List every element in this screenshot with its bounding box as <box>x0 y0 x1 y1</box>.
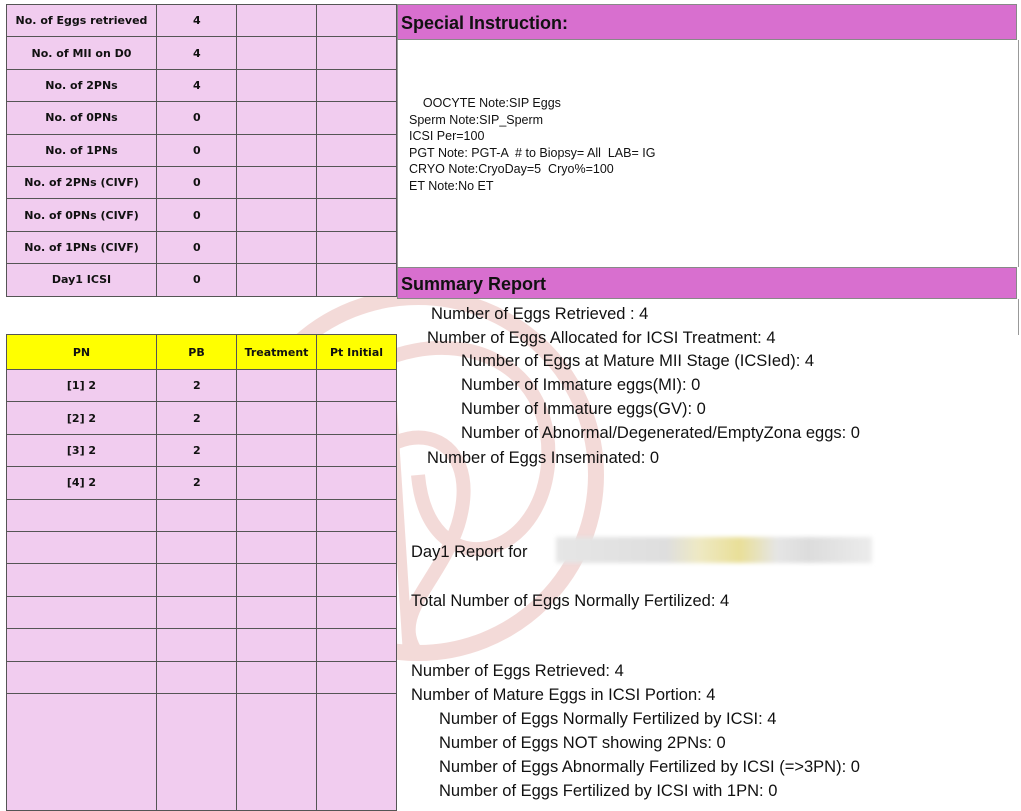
total-normally-fertilized: Total Number of Eggs Normally Fertilized: 4 <box>411 592 730 610</box>
pn-cell: [4] 2 <box>7 467 157 499</box>
stat-label: No. of MII on D0 <box>7 37 157 69</box>
stat-value: 0 <box>157 264 237 296</box>
special-instruction-text <box>409 95 655 195</box>
stat-label: No. of 1PNs <box>7 134 157 166</box>
stat-empty <box>237 5 317 37</box>
icsi-per: ICSI Per=100 <box>409 129 485 144</box>
treatment-cell <box>237 402 317 434</box>
stat-value: 0 <box>157 166 237 198</box>
empty-cell <box>7 531 157 563</box>
table-row <box>7 69 397 101</box>
empty-cell <box>7 564 157 596</box>
empty-cell <box>317 499 397 531</box>
egg-stats-table <box>6 4 397 297</box>
empty-cell <box>157 531 237 563</box>
pb-cell: 2 <box>157 467 237 499</box>
stat-value: 0 <box>157 102 237 134</box>
table-row <box>7 434 397 466</box>
pb-cell: 2 <box>157 402 237 434</box>
oocyte-note: OOCYTE Note:SIP Eggs <box>409 96 561 110</box>
table-row <box>7 199 397 231</box>
stat-label: No. of 0PNs (CIVF) <box>7 199 157 231</box>
header-treatment: Treatment <box>237 335 317 370</box>
day1-not-2pn: Number of Eggs NOT showing 2PNs: 0 <box>439 734 726 752</box>
empty-cell <box>157 629 237 661</box>
table-row <box>7 5 397 37</box>
stat-label: No. of 2PNs (CIVF) <box>7 166 157 198</box>
empty-cell <box>157 661 237 693</box>
empty-cell <box>237 629 317 661</box>
table-row <box>7 102 397 134</box>
summary-immature-gv: Number of Immature eggs(GV): 0 <box>461 400 706 418</box>
summary-retrieved: Number of Eggs Retrieved : 4 <box>431 305 649 323</box>
empty-cell <box>7 629 157 661</box>
empty-cell <box>157 499 237 531</box>
summary-mature-mii: Number of Eggs at Mature MII Stage (ICSIed): 4 <box>461 352 815 370</box>
empty-cell <box>237 596 317 628</box>
summary-report-title: Summary Report <box>397 267 1017 299</box>
stat-empty <box>317 199 397 231</box>
stat-empty <box>317 69 397 101</box>
stat-empty <box>237 102 317 134</box>
stat-empty <box>317 231 397 263</box>
pt-initial-cell <box>317 370 397 402</box>
pn-cell: [2] 2 <box>7 402 157 434</box>
stat-value: 0 <box>157 134 237 166</box>
table-row <box>7 596 397 628</box>
treatment-cell <box>237 434 317 466</box>
header-pt-initial: Pt Initial <box>317 335 397 370</box>
table-row <box>7 166 397 198</box>
empty-cell <box>157 693 237 810</box>
stat-label: No. of Eggs retrieved <box>7 5 157 37</box>
table-row <box>7 231 397 263</box>
day1-retrieved: Number of Eggs Retrieved: 4 <box>411 662 624 680</box>
day1-normal-icsi: Number of Eggs Normally Fertilized by ICSI: 4 <box>439 710 777 728</box>
table-row <box>7 661 397 693</box>
table-row <box>7 467 397 499</box>
stat-label: No. of 1PNs (CIVF) <box>7 231 157 263</box>
stat-label: No. of 0PNs <box>7 102 157 134</box>
empty-cell <box>237 499 317 531</box>
pn-table-header <box>7 335 397 370</box>
empty-cell <box>7 693 157 810</box>
day1-mature-icsi: Number of Mature Eggs in ICSI Portion: 4 <box>411 686 716 704</box>
table-row <box>7 370 397 402</box>
empty-cell <box>237 564 317 596</box>
table-row <box>7 402 397 434</box>
stat-label: Day1 ICSI <box>7 264 157 296</box>
empty-cell <box>317 564 397 596</box>
cryo-note: CRYO Note:CryoDay=5 Cryo%=100 <box>409 162 614 177</box>
pt-initial-cell <box>317 467 397 499</box>
summary-allocated: Number of Eggs Allocated for ICSI Treatment: 4 <box>427 329 776 347</box>
day1-report-label: Day1 Report for <box>411 543 528 561</box>
empty-cell <box>157 596 237 628</box>
summary-abnormal: Number of Abnormal/Degenerated/EmptyZona eggs: 0 <box>461 424 860 442</box>
empty-cell <box>7 499 157 531</box>
treatment-cell <box>237 370 317 402</box>
pb-cell: 2 <box>157 370 237 402</box>
stat-empty <box>237 37 317 69</box>
stat-empty <box>237 134 317 166</box>
sperm-note: Sperm Note:SIP_Sperm <box>409 112 544 127</box>
stat-empty <box>237 199 317 231</box>
stat-label: No. of 2PNs <box>7 69 157 101</box>
treatment-cell <box>237 467 317 499</box>
stat-empty <box>237 264 317 296</box>
stat-empty <box>317 134 397 166</box>
stat-empty <box>317 264 397 296</box>
summary-inseminated: Number of Eggs Inseminated: 0 <box>427 449 660 467</box>
empty-cell <box>157 564 237 596</box>
empty-cell <box>317 596 397 628</box>
empty-cell <box>317 629 397 661</box>
stat-empty <box>317 5 397 37</box>
day1-abnormal-icsi: Number of Eggs Abnormally Fertilized by ICSI (=>3PN): 0 <box>439 758 860 776</box>
stat-empty <box>317 166 397 198</box>
stat-value: 4 <box>157 69 237 101</box>
table-row <box>7 693 397 810</box>
pgt-note: PGT Note: PGT-A # to Biopsy= All LAB= IG <box>409 145 656 160</box>
empty-cell <box>237 693 317 810</box>
empty-cell <box>7 596 157 628</box>
pn-cell: [1] 2 <box>7 370 157 402</box>
stat-empty <box>317 37 397 69</box>
table-row <box>7 499 397 531</box>
pn-pb-table <box>6 334 397 811</box>
empty-cell <box>7 661 157 693</box>
stat-empty <box>237 231 317 263</box>
et-note: ET Note:No ET <box>409 178 494 193</box>
redacted-patient-name <box>556 537 872 563</box>
stat-value: 4 <box>157 37 237 69</box>
table-row <box>7 134 397 166</box>
table-row <box>7 264 397 296</box>
stat-empty <box>237 166 317 198</box>
summary-immature-mi: Number of Immature eggs(MI): 0 <box>461 376 701 394</box>
pn-cell: [3] 2 <box>7 434 157 466</box>
pt-initial-cell <box>317 434 397 466</box>
table-row <box>7 629 397 661</box>
empty-cell <box>237 531 317 563</box>
empty-cell <box>317 531 397 563</box>
stat-empty <box>317 102 397 134</box>
header-pb: PB <box>157 335 237 370</box>
header-pn: PN <box>7 335 157 370</box>
stat-value: 0 <box>157 199 237 231</box>
stat-value: 4 <box>157 5 237 37</box>
stat-empty <box>237 69 317 101</box>
empty-cell <box>237 661 317 693</box>
day1-one-pn: Number of Eggs Fertilized by ICSI with 1PN: 0 <box>439 782 778 800</box>
pb-cell: 2 <box>157 434 237 466</box>
table-row <box>7 531 397 563</box>
empty-cell <box>317 661 397 693</box>
special-instruction-title: Special Instruction: <box>397 4 1017 40</box>
stat-value: 0 <box>157 231 237 263</box>
table-row <box>7 564 397 596</box>
table-row <box>7 37 397 69</box>
pt-initial-cell <box>317 402 397 434</box>
empty-cell <box>317 693 397 810</box>
